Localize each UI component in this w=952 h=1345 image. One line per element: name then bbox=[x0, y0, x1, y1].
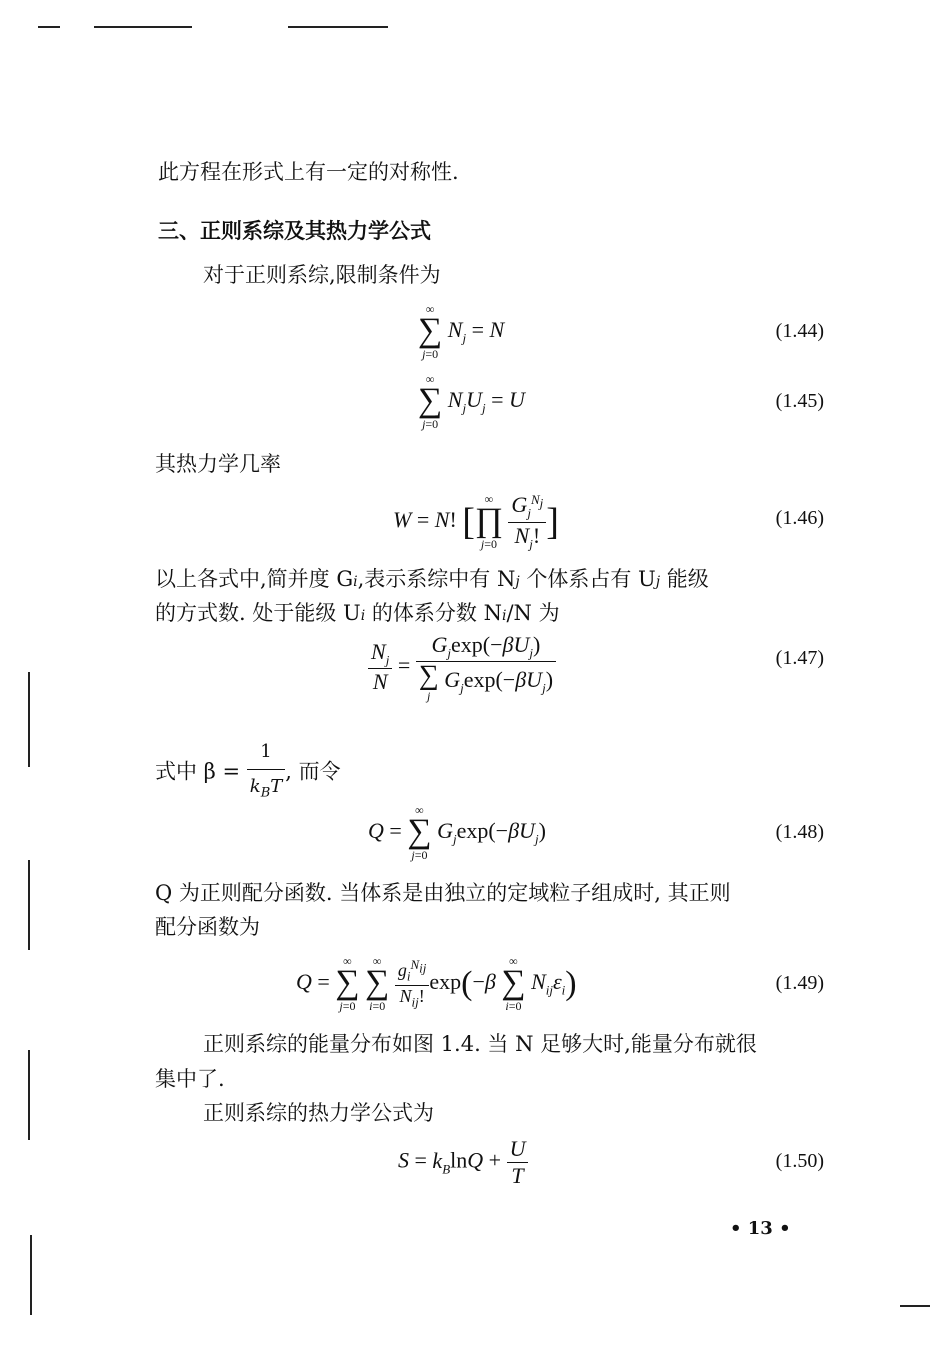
text-run: , 而令 bbox=[285, 759, 341, 784]
scan-mark bbox=[288, 26, 388, 28]
text-run: 式中 β = bbox=[155, 759, 247, 784]
text-run: 能级 bbox=[660, 567, 709, 591]
paragraph: 对于正则系综,限制条件为 bbox=[203, 263, 441, 287]
paragraph: 配分函数为 bbox=[155, 915, 260, 939]
scan-mark bbox=[900, 1305, 930, 1307]
scan-mark bbox=[28, 672, 30, 767]
scan-mark bbox=[30, 1235, 32, 1315]
scan-mark bbox=[38, 26, 60, 28]
scan-mark bbox=[94, 26, 192, 28]
paragraph: 以上各式中,简并度 Gi,表示系综中有 Nj 个体系占有 Uj 能级 bbox=[155, 567, 709, 591]
scan-mark bbox=[28, 860, 30, 950]
equation-number: (1.47) bbox=[775, 647, 824, 669]
equation-number: (1.44) bbox=[775, 320, 824, 342]
paragraph: 集中了. bbox=[155, 1067, 225, 1091]
text-run: /N 为 bbox=[506, 601, 560, 625]
equation-number: (1.49) bbox=[775, 972, 824, 994]
section-heading: 三、正则系综及其热力学公式 bbox=[158, 219, 431, 243]
text-run: 的方式数. 处于能级 U bbox=[155, 601, 361, 625]
equation-number: (1.50) bbox=[775, 1150, 824, 1172]
text-run: 的体系分数 N bbox=[365, 601, 502, 625]
paragraph: 其热力学几率 bbox=[155, 452, 281, 476]
paragraph: 正则系综的能量分布如图 1.4. 当 N 足够大时,能量分布就很 bbox=[203, 1032, 757, 1056]
equation-number: (1.46) bbox=[775, 507, 824, 529]
equation-1-44: ∞ ∑ j=0 $N_j = N$ bbox=[418, 302, 505, 361]
paragraph: 此方程在形式上有一定的对称性. bbox=[158, 160, 459, 184]
equation-1-47: $\frac{N_j}{N}$ = $G_j\exp(-\beta U_j)$ ∑ j $G_j\exp(-\beta U_j)$ bbox=[368, 632, 556, 702]
paragraph: 式中 β = $\frac{1}{k_BT}$ , 而令 bbox=[155, 735, 341, 811]
equation-1-45: ∞ ∑ j=0 $N_jU_j = U$ bbox=[418, 372, 525, 431]
scan-mark bbox=[28, 1050, 30, 1140]
equation-number: (1.45) bbox=[775, 390, 824, 412]
paragraph: Q 为正则配分函数. 当体系是由独立的定域粒子组成时, 其正则 bbox=[155, 881, 731, 905]
equation-1-48: Q = ∞ ∑ j=0 $G_j\exp(-\beta U_j)$ bbox=[368, 803, 546, 862]
equation-1-50: $S = k_B\ln Q$ + $\frac{U}{T}$ bbox=[398, 1136, 528, 1189]
paragraph: 正则系综的热力学公式为 bbox=[203, 1101, 434, 1125]
paragraph: 的方式数. 处于能级 Ui 的体系分数 Ni/N 为 bbox=[155, 601, 560, 625]
equation-number: (1.48) bbox=[775, 821, 824, 843]
page-number: • 13 • bbox=[730, 1218, 791, 1239]
equation-1-49: Q = ∞ ∑ j=0 ∞ ∑ i=0 $\frac{g_i^{N_{ij}}}{N_{ij}!}$ exp(−β ∞ ∑ i=0 $N_{ij}\varepsilon_i$) bbox=[296, 954, 577, 1013]
text-run: 个体系占有 U bbox=[519, 567, 656, 591]
equation-1-46: W = N! [ ∞ ∏ j=0 $\frac{G_j^{N_j}}{N_j!}$ ] bbox=[393, 492, 559, 552]
text-run: 以上各式中,简并度 G bbox=[155, 567, 354, 591]
text-run: ,表示系综中有 N bbox=[357, 567, 516, 591]
